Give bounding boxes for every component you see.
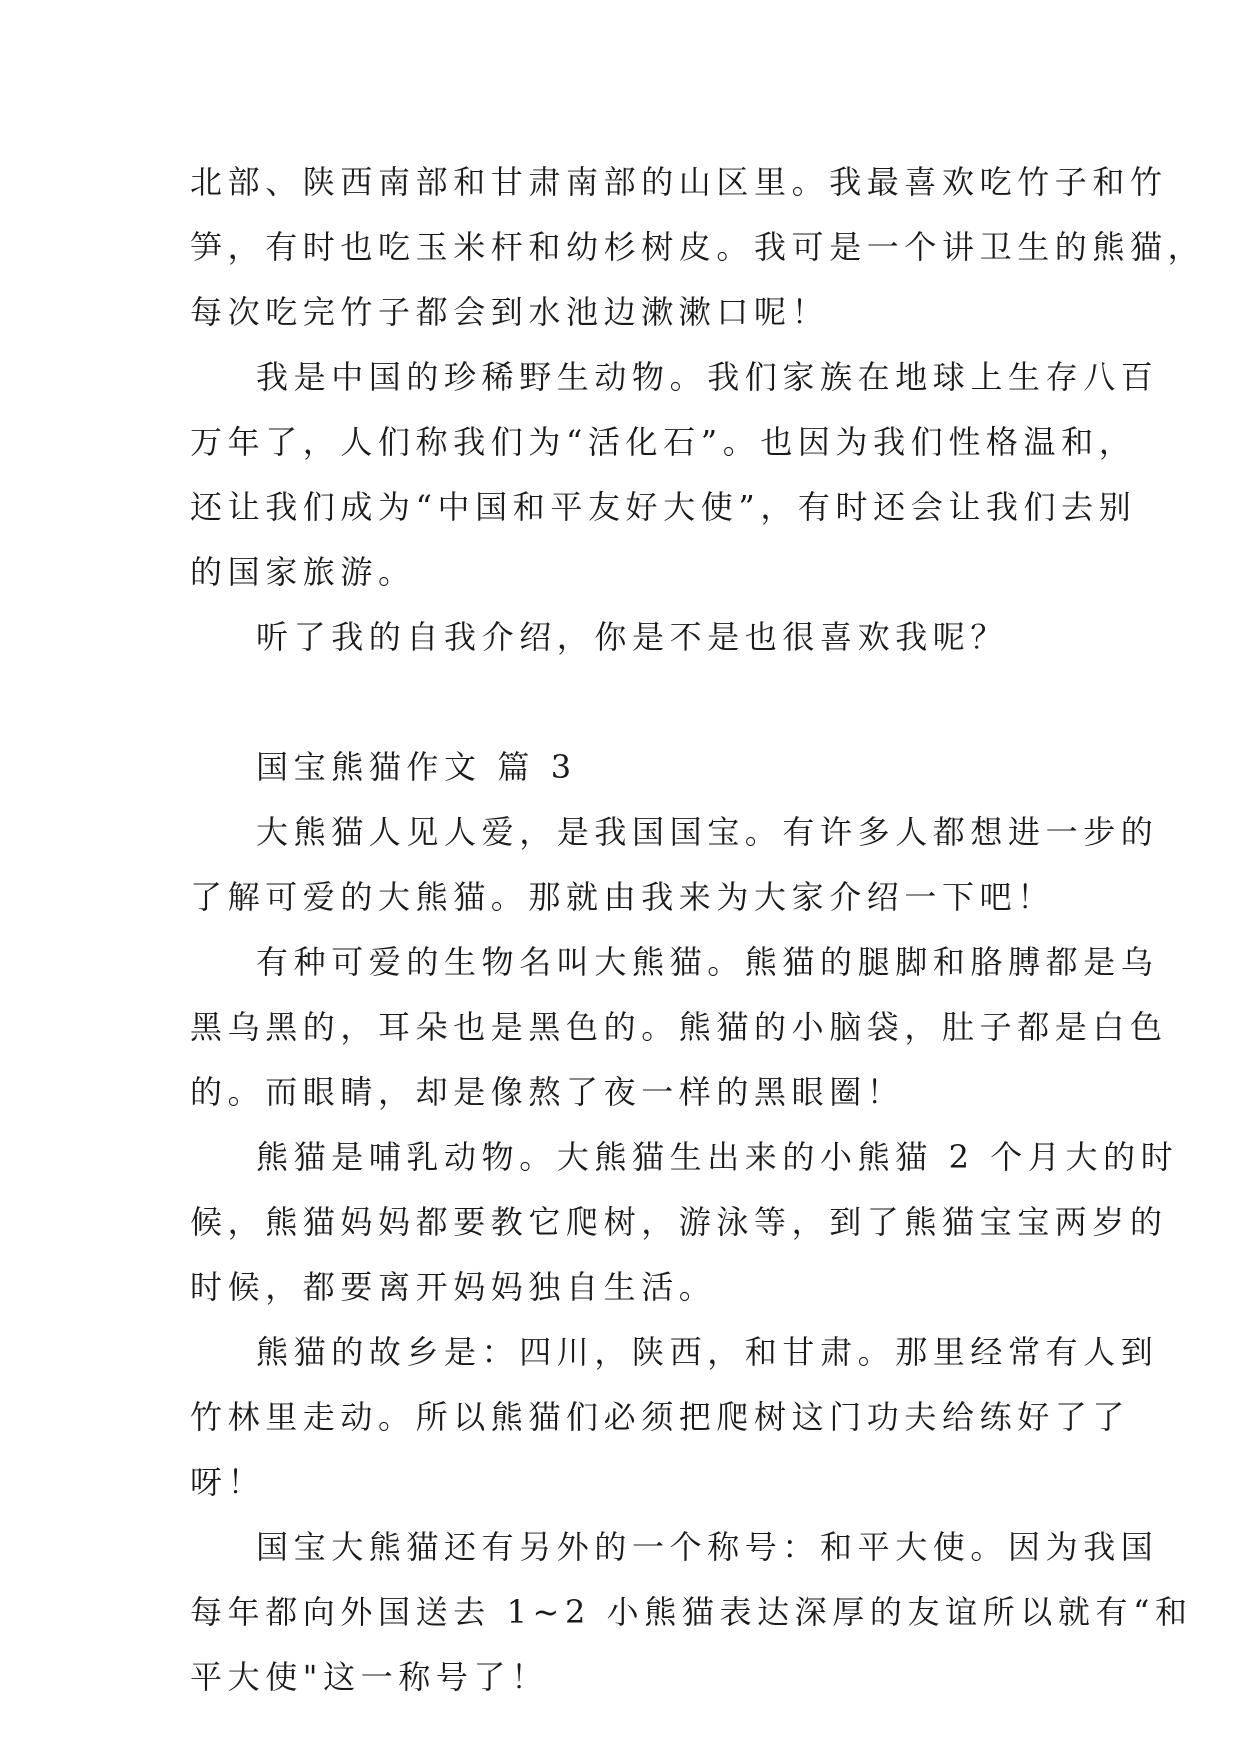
- body-line: 呀！: [190, 1463, 266, 1501]
- body-line: 竹林里走动。所以熊猫们必须把爬树这门功夫给练好了了: [190, 1398, 1131, 1436]
- body-line: 每年都向外国送去 1~2 小熊猫表达深厚的友谊所以就有“和: [190, 1593, 1193, 1631]
- document-body: [190, 150, 1206, 1710]
- section-heading: 国宝熊猫作文 篇 3: [256, 748, 577, 786]
- body-line: 每次吃完竹子都会到水池边漱漱口呢！: [190, 293, 830, 331]
- body-line: 候，熊猫妈妈都要教它爬树，游泳等，到了熊猫宝宝两岁的: [190, 1203, 1168, 1241]
- body-line: 了解可爱的大熊猫。那就由我来为大家介绍一下吧！: [190, 878, 1055, 916]
- body-line: 的。而眼睛，却是像熬了夜一样的黑眼圈！: [190, 1073, 905, 1111]
- paragraph-start-line: 听了我的自我介绍，你是不是也很喜欢我呢？: [256, 618, 1009, 656]
- paragraph-start-line: 熊猫是哺乳动物。大熊猫生出来的小熊猫 2 个月大的时: [256, 1138, 1179, 1176]
- body-line: 万年了，人们称我们为“活化石”。也因为我们性格温和，: [190, 423, 1137, 461]
- paragraph-start-line: 有种可爱的生物名叫大熊猫。熊猫的腿脚和胳膊都是乌: [256, 943, 1159, 981]
- body-line: 时候，都要离开妈妈独自生活。: [190, 1268, 717, 1306]
- paragraph-start-line: 我是中国的珍稀野生动物。我们家族在地球上生存八百: [256, 358, 1159, 396]
- body-line: 笋，有时也吃玉米杆和幼杉树皮。我可是一个讲卫生的熊猫，: [190, 228, 1206, 266]
- body-line: 黑乌黑的，耳朵也是黑色的。熊猫的小脑袋，肚子都是白色: [190, 1008, 1168, 1046]
- paragraph-start-line: 国宝大熊猫还有另外的一个称号：和平大使。因为我国: [256, 1528, 1159, 1566]
- body-line: 平大使"这一称号了！: [190, 1658, 549, 1696]
- paragraph-start-line: 大熊猫人见人爱，是我国国宝。有许多人都想进一步的: [256, 813, 1159, 851]
- paragraph-start-line: 熊猫的故乡是：四川，陕西，和甘肃。那里经常有人到: [256, 1333, 1159, 1371]
- body-line: 还让我们成为“中国和平友好大使”，有时还会让我们去别: [190, 488, 1137, 526]
- body-line: 北部、陕西南部和甘肃南部的山区里。我最喜欢吃竹子和竹: [190, 163, 1168, 201]
- body-line: 的国家旅游。: [190, 553, 416, 591]
